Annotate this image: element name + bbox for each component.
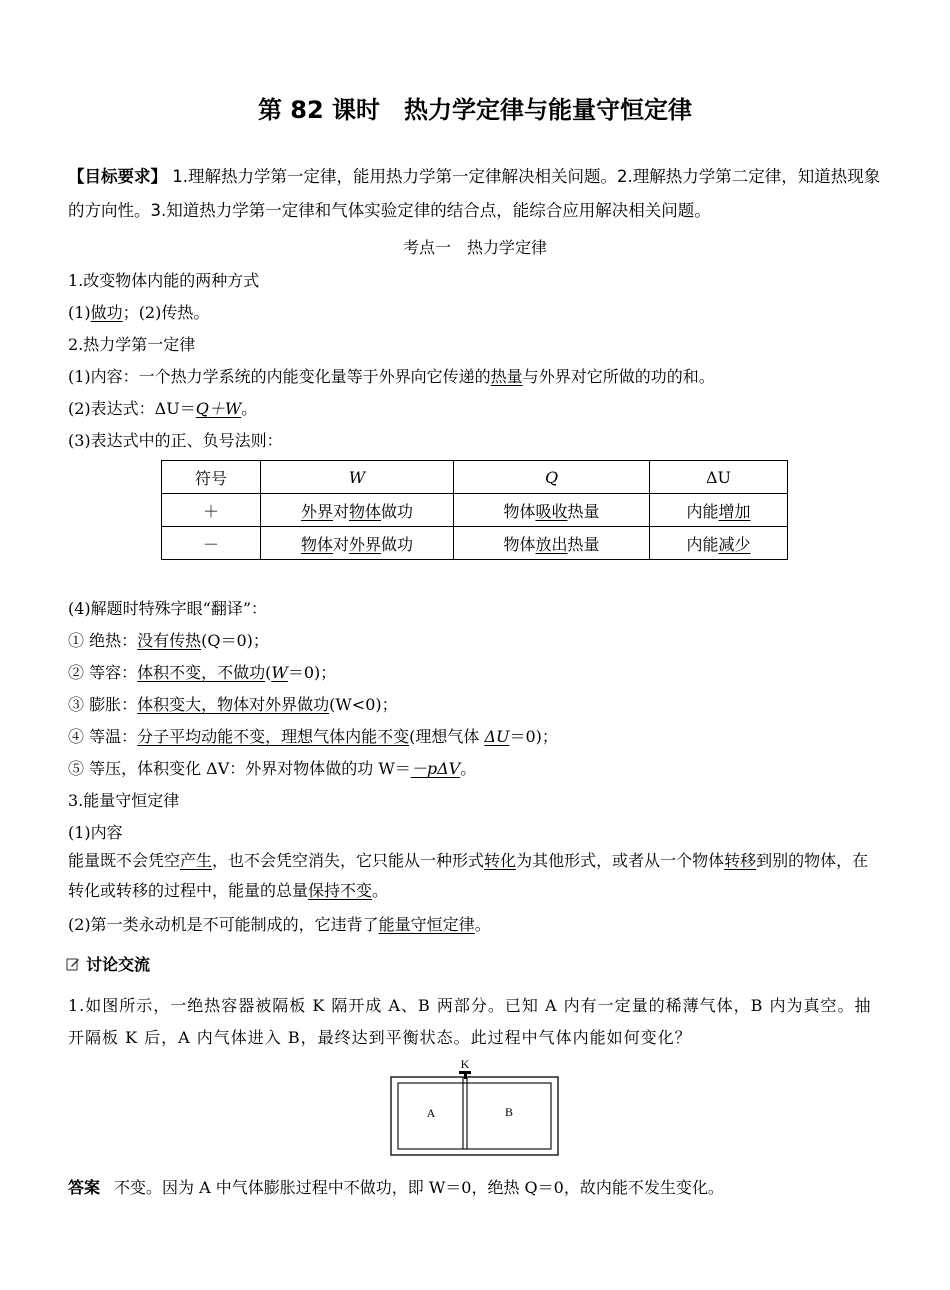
text-span: 能量既不会凭空	[68, 851, 181, 870]
edit-icon	[66, 957, 80, 971]
underlined-answer: 吸收	[535, 501, 568, 521]
table-row	[162, 527, 788, 560]
table-header: ΔU	[650, 461, 788, 494]
label-k: K	[460, 1057, 470, 1071]
outer-wall	[391, 1077, 558, 1155]
underlined-answer: 外界	[349, 534, 382, 554]
page-title: 第 82 课时 热力学定律与能量守恒定律	[257, 96, 693, 124]
underlined-answer: 放出	[535, 534, 568, 554]
underlined-answer: 物体	[300, 534, 333, 554]
table-cell-q	[454, 527, 650, 560]
label-a: A	[426, 1106, 436, 1120]
underlined-answer: 体积不变，不做功	[137, 663, 266, 682]
text-span: (2)表达式：ΔU＝	[68, 399, 196, 418]
container-diagram	[389, 1055, 561, 1157]
text-span: 做功	[381, 534, 414, 554]
table-cell-u	[650, 494, 788, 527]
text-span: 内能	[686, 534, 719, 554]
keyword-adiabatic	[68, 628, 269, 651]
discussion-heading	[66, 952, 150, 975]
item3-second	[68, 912, 491, 935]
underlined-answer: 转化	[484, 851, 517, 870]
text-span: 。	[241, 399, 258, 418]
keywords-heading: (4)解题时特殊字眼“翻译”：	[68, 599, 268, 618]
text-span: ，也不会凭空消失，它只能从一种形式	[212, 851, 485, 870]
underlined-answer: 体积变大，物体对外界做功	[137, 695, 330, 714]
underlined-answer: Q＋W	[195, 399, 242, 418]
text-span: (2)第一类永动机是不可能制成的，它违背了	[68, 915, 379, 934]
table-cell-sign: －	[162, 527, 261, 560]
item2-sign-rule: (3)表达式中的正、负号法则：	[68, 431, 283, 450]
goals-text: 1.理解热力学第一定律，能用热力学第一定律解决相关问题。2.理解热力学第二定律，知道热现象的方向性。3.知道热力学第一定律和气体实验定律的结合点，能综合应用解决相关问题。	[68, 167, 881, 220]
text-span: ① 绝热：	[68, 631, 138, 650]
text-span: 做功	[381, 501, 414, 521]
learning-goals	[68, 160, 883, 228]
underlined-answer: 物体	[349, 501, 382, 521]
underlined-answer: 能量守恒定律	[378, 915, 475, 934]
section-heading: 考点一 热力学定律	[402, 238, 547, 257]
text-span: 物体	[503, 534, 536, 554]
sign-table	[161, 460, 788, 560]
text-span: ③ 膨胀：	[68, 695, 138, 714]
keyword-expansion	[68, 692, 398, 715]
discussion-label: 讨论交流	[86, 955, 151, 974]
text-span: ＝0)；	[287, 663, 337, 682]
text-span: (理想气体	[409, 727, 485, 746]
text-span: 热量	[567, 534, 600, 554]
text-span: 到别的物体，在转化或转移的过程中，能量的总量	[68, 851, 869, 900]
text-span: 内能	[686, 501, 719, 521]
underlined-answer: 分子平均动能不变，理想气体内能不变	[137, 727, 410, 746]
table-header-row	[162, 461, 788, 494]
table-header: Q	[454, 461, 650, 494]
table-header: 符号	[162, 461, 261, 494]
item2-heading: 2.热力学第一定律	[68, 335, 196, 354]
partition-stem	[464, 1071, 467, 1079]
table-cell-sign: ＋	[162, 494, 261, 527]
text-span: ＝0)；	[509, 727, 558, 746]
text-span: 热量	[567, 501, 600, 521]
item2-expression	[68, 396, 257, 419]
text-span: 与外界对它所做的功的和。	[522, 367, 715, 386]
text-span: (W<0)；	[329, 695, 398, 714]
keyword-isobaric	[68, 756, 476, 779]
underlined-answer: 没有传热	[137, 631, 202, 650]
underlined-answer: 热量	[490, 367, 523, 386]
item3-paragraph	[68, 846, 883, 906]
label-b: B	[504, 1105, 514, 1119]
discussion-question: 1.如图所示，一绝热容器被隔板 K 隔开成 A、B 两部分。已知 A 内有一定量的稀薄气体，B 内为真空。抽开隔板 K 后，A 内气体进入 B，最终达到平衡状态。此过程中气体内能如何变化？	[68, 996, 872, 1047]
item3-sub: (1)内容	[68, 823, 123, 842]
underlined-answer: 转移	[724, 851, 757, 870]
text-span: 。	[460, 759, 477, 778]
underlined-answer: 减少	[718, 534, 751, 554]
underlined-answer: 增加	[718, 501, 751, 521]
text-span: ② 等容：	[68, 663, 138, 682]
answer-line	[68, 1175, 724, 1198]
underlined-answer: 做功	[90, 303, 123, 322]
underlined-answer: －pΔV	[410, 759, 461, 778]
text-span: (1)内容：一个热力学系统的内能变化量等于外界向它传递的	[68, 367, 491, 386]
table-cell-w	[261, 494, 454, 527]
text-span: ④ 等温：	[68, 727, 138, 746]
inner-wall	[398, 1083, 551, 1149]
text-span: ⑤ 等压，体积变化 ΔV：外界对物体做的功 W＝	[68, 759, 411, 778]
text-span: 。	[372, 881, 389, 900]
item2-content	[68, 364, 715, 387]
underlined-answer: ΔU	[484, 727, 510, 746]
table-header: W	[261, 461, 454, 494]
underlined-answer: 外界	[300, 501, 333, 521]
text-span: ；(2)传热。	[122, 303, 210, 322]
goals-label: 【目标要求】	[68, 167, 167, 186]
underlined-answer: W	[271, 663, 288, 682]
text-span: 。	[474, 915, 491, 934]
text-span: (1)	[68, 303, 91, 322]
text-span: 对	[332, 534, 349, 554]
item3-heading: 3.能量守恒定律	[68, 791, 180, 810]
answer-label: 答案	[68, 1178, 101, 1197]
text-span: 物体	[503, 501, 536, 521]
text-span: (Q＝0)；	[201, 631, 269, 650]
text-span: 对	[332, 501, 349, 521]
item1-heading: 1.改变物体内能的两种方式	[68, 271, 260, 290]
answer-text: 不变。因为 A 中气体膨胀过程中不做功，即 W＝0，绝热 Q＝0，故内能不发生变化。	[114, 1178, 724, 1197]
item1-line	[68, 300, 209, 323]
keyword-isothermal	[68, 724, 558, 747]
table-cell-q	[454, 494, 650, 527]
table-cell-u	[650, 527, 788, 560]
underlined-answer: 保持不变	[308, 881, 373, 900]
table-cell-w	[261, 527, 454, 560]
text-span: 为其他形式，或者从一个物体	[516, 851, 725, 870]
keyword-isochoric	[68, 660, 336, 683]
underlined-answer: 产生	[180, 851, 213, 870]
table-row	[162, 494, 788, 527]
text-span: (	[265, 663, 272, 682]
